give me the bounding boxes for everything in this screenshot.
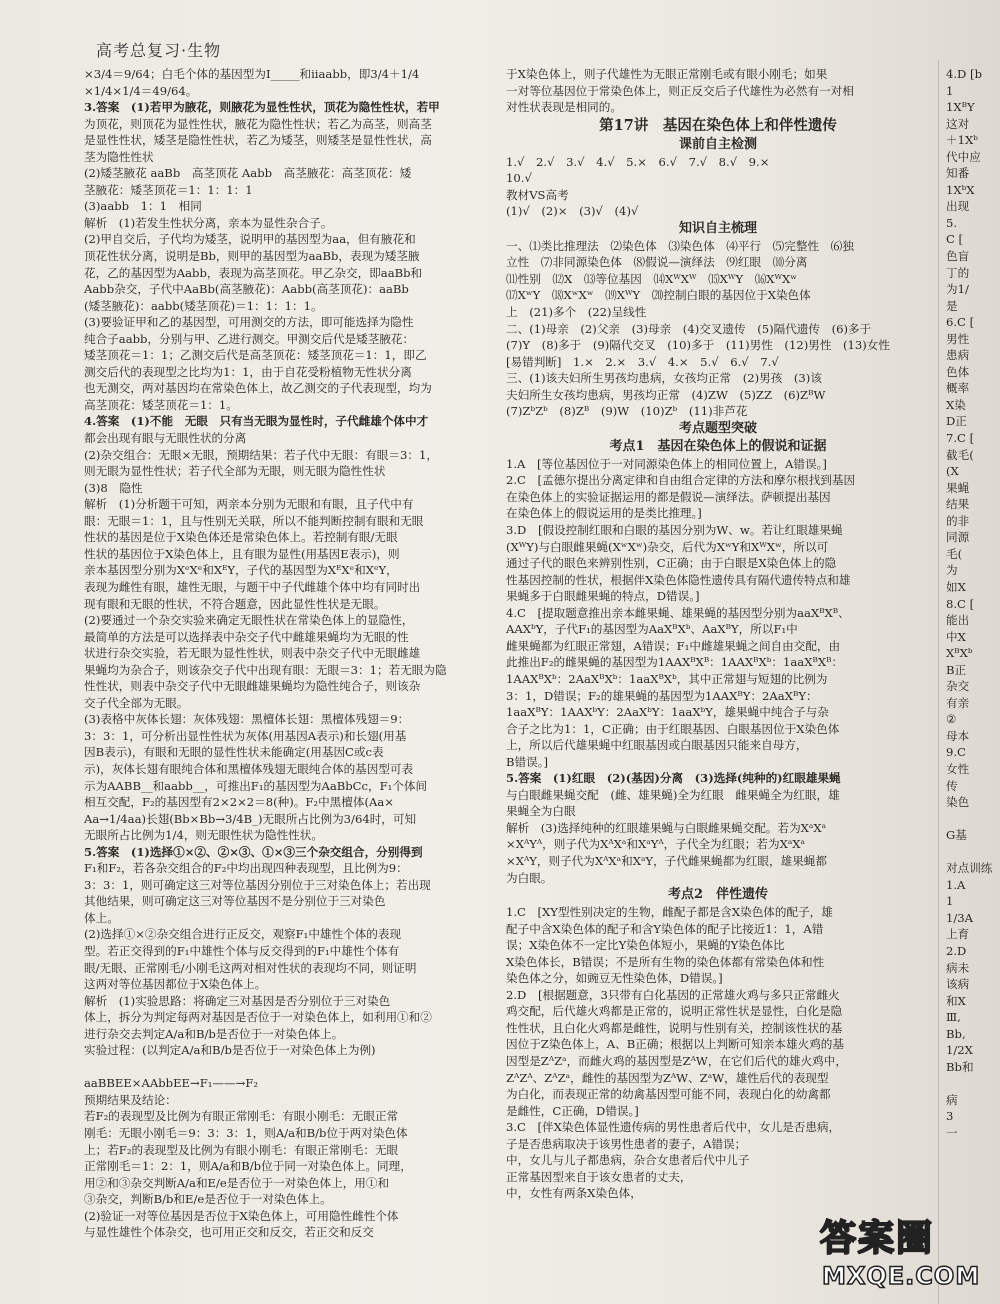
- middle-column: [506, 66, 930, 1202]
- text-line: 6.C [: [946, 315, 975, 330]
- text-line: 顶花性状分离，说明是Bb，则甲的基因型为aaBb，表现为矮茎腋: [84, 249, 420, 264]
- answer-line: 性基因控制的性状，根据伴X染色体隐性遗传具有隔代遗传特点和雄: [506, 572, 851, 587]
- text-line: 正常刚毛＝1：2：1，则A/a和B/b位于同一对染色体上。同理，: [84, 1159, 412, 1174]
- text-line: (2)杂交组合：无眼×无眼，预期结果：若子代中无眼：有眼＝3：1，: [84, 447, 438, 462]
- answer-line: [易错判断] 1.× 2.× 3.√ 4.× 5.√ 6.√ 7.√: [506, 354, 779, 369]
- answer-line: B错误。]: [506, 754, 549, 769]
- answer-line: 1.A [等位基因位于一对同源染色体上的相同位置上，A错误。]: [506, 456, 827, 471]
- text-line: ×3/4＝9/64；白毛个体的基因型为I_____和iiaabb，即3/4＋1/4: [84, 67, 420, 81]
- text-line: 一: [946, 1126, 958, 1140]
- answer-line: 2.D [根据题意，3只带有白化基因的正常雄火鸡与多只正常雌火: [506, 987, 840, 1002]
- text-line: [946, 1075, 1000, 1092]
- text-line: 的非: [946, 513, 970, 528]
- answer-line: 三、(1)该夫妇所生男孩均患病，女孩均正常 (2)男孩 (3)该: [506, 371, 822, 386]
- answer-line: 1aaXᴮY：1AAXᵇY：2AaXᵇY：1aaXᵇY，雄果蝇中纯合子与杂: [506, 705, 829, 720]
- text-line: 杂交: [946, 679, 970, 694]
- text-line: 中X: [946, 629, 966, 644]
- text-line: 5.答案 (1)选择①×②、②×③、①×③三个杂交组合，分别得到: [84, 844, 423, 859]
- answer-line: 果蝇全为白眼: [506, 804, 576, 819]
- text-line: 用②和③杂交判断A/a和E/e是否位于一对染色体上，用①和: [84, 1175, 390, 1190]
- answer-line: ×XᴬYᴬ，则子代为XᴬXᵃ和XᵃYᴬ，子代全为红眼；若为XᵃXᵃ: [506, 837, 806, 852]
- text-line: 上育: [946, 927, 970, 942]
- text-line: 于X染色体上，则子代雄性为无眼正常刚毛或有眼小刚毛；如果: [506, 67, 828, 81]
- text-line: 母本: [946, 728, 970, 743]
- answer-line: 此推出F₂的雌果蝇的基因型为1AAXᴮXᴮ：1AAXᴮXᵇ：1aaXᴮXᴮ：: [506, 655, 844, 670]
- right-column-cropped: [946, 66, 1000, 1142]
- text-line: 纯合子aabb，分别与甲、乙进行测交。甲测交后代是矮茎腋花：: [84, 331, 415, 346]
- text-line: 若F₂的表现型及比例为有眼正常刚毛：有眼小刚毛：无眼正常: [84, 1109, 399, 1124]
- answer-line: 染色体之分，如豌豆无性染色体，D错误。]: [506, 971, 723, 986]
- text-line: (2)要通过一个杂交实验来确定无眼性状在常染色体上的显隐性，: [84, 613, 414, 628]
- text-line: 也无测交，两对基因均在常染色体上，故乙测交的子代表现型，均为: [84, 381, 432, 396]
- text-line: 亲本基因型分别为XᵉXᵉ和XᴱY，子代的基因型为XᴱXᵉ和XᵉY，: [84, 563, 398, 578]
- text-line: 刚毛：无眼小刚毛＝9：3：3：1，则A/a和B/b位于两对染色体: [84, 1126, 408, 1140]
- text-line: 与显性雄性个体杂交，也可用正交和反交，若正交和反交: [84, 1225, 374, 1240]
- text-line: ②: [946, 712, 957, 727]
- answer-line: ⒄XʷY ⒅XʷXʷ ⒆XᵂY ⒇控制白眼的基因位于X染色体: [506, 288, 811, 303]
- text-line: D正: [946, 414, 967, 429]
- answer-line: 教材VS高考: [506, 187, 569, 202]
- text-line: [946, 844, 1000, 861]
- answer-line: 是雌性，C正确，D错误。]: [506, 1103, 639, 1118]
- watermark-url: MXQE.COM: [822, 1262, 981, 1290]
- text-line: (3)要验证甲和乙的基因型，可用测交的方法，即可能选择为隐性: [84, 315, 414, 330]
- text-line: 3.答案 (1)若甲为腋花，则腋花为显性性状，顶花为隐性性状，若甲: [84, 100, 440, 115]
- answer-line: 正常基因型来自于该女患者的丈夫，: [506, 1169, 692, 1184]
- text-line: ＋1Xᵇ: [946, 133, 978, 148]
- text-line: 毛(: [946, 546, 963, 561]
- text-line: (2)矮茎腋花 aaBb 高茎顶花 Aabb 高茎腋花：高茎顶花：矮: [84, 166, 412, 181]
- text-line: 4.D [b: [946, 67, 982, 81]
- section-heading-review: 知识自主梳理: [678, 220, 757, 236]
- text-line: 色体: [946, 364, 970, 379]
- text-line: 其他结果，则可确定这三对等位基因不是分别位于三对染色: [84, 894, 386, 909]
- text-line: (3)8 隐性: [84, 480, 143, 495]
- text-line: 果蝇均为杂合子，则该杂交子代中出现有眼：无眼＝3：1；若无眼为隐: [84, 662, 447, 677]
- text-line: 上；若F₂的表现型及比例为有眼小刚毛：有眼正常刚毛：无眼: [84, 1142, 399, 1157]
- text-line: 1.A: [946, 877, 966, 892]
- answer-line: 因位于Z染色体上，A、B正确；根据以上判断可知亲本雄火鸡的基: [506, 1037, 844, 1052]
- text-line: Bb,: [946, 1026, 966, 1041]
- text-line: 结果: [946, 497, 970, 512]
- text-line: 型。若正交得到的F₁中雄性个体与反交得到的F₁中雄性个体有: [84, 943, 400, 958]
- text-line: 3: [946, 1109, 954, 1124]
- text-line: 1XᴮY: [946, 100, 975, 115]
- text-line: 性状的基因是位于X染色体还是常染色体上。若控制有眼/无眼: [84, 530, 398, 545]
- answer-line: 在染色体上的实验证据运用的都是假说—演绎法。萨顿提出基因: [506, 489, 831, 504]
- text-line: 是: [946, 298, 958, 313]
- text-line: (3)表格中灰体长翅：灰体残翅：黑檀体长翅：黑檀体残翅＝9：: [84, 712, 410, 727]
- answer-line: 中，女性有两条X染色体，: [506, 1186, 642, 1201]
- text-line: 能出: [946, 613, 970, 628]
- answer-line: 1.C [XY型性别决定的生物，雌配子都是含X染色体的配子，雄: [506, 905, 833, 920]
- text-line: 传: [946, 778, 958, 793]
- text-line: 这对: [946, 116, 970, 131]
- column-divider: [938, 60, 939, 1304]
- text-line: 因B表示)，有眼和无眼的显性性状未能确定(用基因C或c表: [84, 745, 384, 760]
- text-line: 体上，拆分为判定每两对基因是否位于一对染色体上，如利用①和②: [84, 1010, 432, 1025]
- text-line: 眼：无眼＝1：1，且与性别无关联，所以不能判断控制有眼和无眼: [84, 513, 424, 528]
- text-line: 茎腋花：矮茎顶花＝1：1：1：1: [84, 182, 253, 197]
- text-line: 1XᵇX: [946, 182, 975, 197]
- answer-line: 1AAXᴮXᵇ：2AaXᴮXᵇ：1aaXᴮXᵇ，其中正常翅与短翅的比例为: [506, 671, 828, 686]
- text-line: 如X: [946, 579, 966, 594]
- text-line: 一对等位基因位于常染色体上，则正反交后子代雄性为必然有一对相: [506, 83, 854, 98]
- answer-line: 因型是ZᴬZᵃ，而雌火鸡的基因型是ZᴬW，在它们后代的雄火鸡中，: [506, 1053, 847, 1068]
- section-heading-breakthrough: 考点题型突破: [678, 420, 757, 436]
- text-line: 无眼所占比例为1/4，则无眼性状为隐性性状。: [84, 828, 323, 843]
- text-line: XᴮXᵇ: [946, 646, 973, 661]
- text-line: 果蝇: [946, 480, 970, 495]
- text-line: [946, 811, 1000, 828]
- text-line: 7.C [: [946, 431, 975, 446]
- text-line: 同源: [946, 530, 970, 545]
- answer-line: (7)Y (8)多于 (9)隔代交叉 (10)多于 (11)男性 (12)男性 (13)女性: [506, 338, 890, 353]
- watermark: [812, 1210, 998, 1302]
- lecture-title: 第17讲 基因在染色体上和伴性遗传: [599, 116, 837, 134]
- text-line: 色盲: [946, 249, 970, 264]
- answer-line: 2.C [孟德尔提出分离定律和自由组合定律的方法和摩尔根找到基因: [506, 473, 856, 488]
- point-2-heading: 考点2 伴性遗传: [667, 887, 769, 903]
- answer-line: 果蝇多于白眼雌果蝇的特点，D错误。]: [506, 589, 700, 604]
- section-heading-self-check: 课前自主检测: [678, 136, 757, 152]
- answer-line: AAXᵇY，子代F₁的基因型为AaXᴮXᵇ、AaXᴮY，所以F₁中: [506, 622, 798, 637]
- text-line: 4.答案 (1)不能 无眼 只有当无眼为显性时，子代雌雄个体中才: [84, 414, 429, 429]
- text-line: B正: [946, 662, 967, 677]
- text-line: 矮茎顶花＝1：1；乙测交后代是高茎顶花：矮茎顶花＝1：1，即乙: [84, 348, 427, 363]
- text-line: 交子代全部为无眼。: [84, 695, 189, 710]
- text-line: 性性状，则表中杂交子代中无眼雌雄果蝇均为隐性纯合子，则该杂: [84, 679, 421, 694]
- text-line: C [: [946, 232, 964, 247]
- text-line: 状进行杂交实验，若无眼为显性性状，则表中杂交子代中无眼雌雄: [84, 646, 421, 661]
- text-line: ③杂交，判断B/b和E/e是否位于一对染色体上。: [84, 1192, 332, 1207]
- text-line: 患病: [946, 348, 970, 363]
- text-line: 1: [946, 894, 954, 909]
- text-line: 解析 (1)若发生性状分离，亲本为显性杂合子。: [84, 215, 333, 230]
- text-line: 3：3：1，则可确定这三对等位基因分别位于三对染色体上；若出现: [84, 877, 431, 892]
- text-line: 都会出现有眼与无眼性状的分离: [84, 431, 247, 446]
- answer-line: 与白眼雌果蝇交配 (雌、雄果蝇)全为红眼 雌果蝇全为红眼，雄: [506, 787, 840, 802]
- text-line: 9.C: [946, 745, 966, 760]
- point-1-heading: 考点1 基因在染色体上的假说和证据: [609, 438, 827, 454]
- text-line: 对点训练: [946, 861, 993, 876]
- answer-line: 上，所以后代雄果蝇中红眼基因或白眼基因只能来自母方，: [506, 738, 808, 753]
- text-line: 体上。: [84, 910, 119, 925]
- text-line: 男性: [946, 331, 970, 346]
- text-line: 1: [946, 83, 954, 98]
- text-line: 概率: [946, 381, 970, 396]
- answer-line: 一、⑴类比推理法 ⑵染色体 ⑶染色体 ⑷平行 ⑸完整性 ⑹独: [506, 238, 854, 253]
- answer-line: 通过子代的眼色来辨别性别，C正确；由于白眼是X染色体上的隐: [506, 556, 837, 571]
- text-line: 为顶花，则顶花为显性性状，腋花为隐性性状；若乙为高茎，则高茎: [84, 116, 432, 131]
- text-line: 示)，灰体长翅有眼纯合体和黑檀体残翅无眼纯合体的基因型可表: [84, 761, 414, 776]
- text-line: 病: [946, 1092, 958, 1107]
- text-line: 示为AABB__和aabb__，可推出F₁的基因型为AaBbCc，F₁个体间: [84, 778, 428, 793]
- text-line: 则无眼为显性性状；若子代全部为无眼，则无眼为隐性性状: [84, 464, 386, 479]
- answer-line: 鸡交配，后代雄火鸡都是正常的，说明正常性状是显性，白化是隐: [506, 1004, 843, 1019]
- text-line: Bb和: [946, 1059, 974, 1074]
- text-line: 表现为雌性有眼，雄性无眼，与题干中子代雌雄个体中均有同时出: [84, 579, 421, 594]
- text-line: (3)aabb 1：1 相同: [84, 199, 202, 214]
- text-line: 是显性性状，矮茎是隐性性状，若乙为矮茎，则矮茎是显性性状，高: [84, 133, 432, 148]
- answer-line: (1)√ (2)× (3)√ (4)√: [506, 204, 639, 219]
- text-line: 眼/无眼、正常刚毛/小刚毛这两对相对性状的表现均不同，则证明: [84, 960, 417, 975]
- text-line: 代中应: [946, 149, 981, 164]
- text-line: 有亲: [946, 695, 970, 710]
- page-header: 高考总复习·生物: [96, 41, 222, 60]
- answer-line: 3.C [伴X染色体显性遗传病的男性患者后代中，女儿是否患病，: [506, 1120, 841, 1135]
- text-line: aaBBEE×AAbbEE→F₁——→F₂: [84, 1076, 259, 1091]
- text-line: 预期结果及结论：: [84, 1092, 177, 1107]
- text-line: Aa→1/4aa)长翅(Bb×Bb→3/4B_)无眼所占比例为3/64时，可知: [84, 811, 417, 826]
- text-line: X染: [946, 397, 966, 412]
- text-line: 和X: [946, 993, 966, 1008]
- text-line: (2)验证一对等位基因是否位于X染色体上，可用隐性雌性个体: [84, 1208, 399, 1223]
- text-line: Aabb杂交，子代中AaBb(高茎腋花)：Aabb(高茎顶花)：aaBb: [84, 282, 409, 297]
- text-line: 高茎顶花：矮茎顶花＝1：1。: [84, 397, 238, 412]
- text-line: 染色: [946, 795, 970, 810]
- answer-line: 5.答案 (1)红眼 (2)(基因)分离 (3)选择(纯种的)红眼雄果蝇: [506, 771, 841, 786]
- answer-line: X染色体长，B错误；不是所有生物的染色体都有常染色体和性: [506, 954, 825, 969]
- answer-line: 3.D [假设控制红眼和白眼的基因分别为W、w。若让红眼雄果蝇: [506, 523, 843, 538]
- answer-line: 子是否患病取决于该男性患者的妻子，A错误；: [506, 1136, 747, 1151]
- text-line: 1/3A: [946, 910, 974, 925]
- text-line: (X: [946, 464, 959, 479]
- answer-line: (XᵂY)与白眼雌果蝇(XʷXʷ)杂交，后代为XʷY和XᵂXʷ，所以可: [506, 539, 829, 554]
- text-line: 解析 (1)分析题干可知，两亲本分别为无眼和有眼，且子代中有: [84, 497, 414, 512]
- text-line: 2.D: [946, 943, 967, 958]
- text-line: 最简单的方法是可以选择表中杂交子代中雌雄果蝇均为无眼的性: [84, 629, 409, 644]
- text-line: 8.C [: [946, 596, 975, 611]
- text-line: 病未: [946, 960, 970, 975]
- answer-line: 1.√ 2.√ 3.√ 4.√ 5.× 6.√ 7.√ 8.√ 9.×: [506, 154, 770, 169]
- text-line: F₁和F₂，若各杂交组合的F₂中均出现四种表现型，且比例为9：: [84, 861, 408, 876]
- text-line: G基: [946, 828, 967, 843]
- text-line: 截毛(: [946, 447, 974, 462]
- answer-line: 在染色体上的假说运用的是类比推理。]: [506, 506, 702, 521]
- watermark-logo: 答案圈: [820, 1218, 935, 1259]
- text-line: [84, 1059, 496, 1076]
- text-line: 测交后代的表现型之比均为1：1，由于自花受粉植物无性状分离: [84, 364, 412, 379]
- text-line: 这两对等位基因都位于X染色体上。: [84, 977, 267, 992]
- text-line: ×1/4×1/4＝49/64。: [84, 83, 198, 98]
- text-line: (矮茎腋花)：aabb(矮茎顶花)＝1：1：1：1。: [84, 298, 323, 313]
- answer-line: ⑾性别 ⑿X ⒀等位基因 ⒁XᵂXᵂ ⒂XᵂY ⒃XᵂXʷ: [506, 271, 798, 286]
- answer-line: 为白眼。: [506, 870, 553, 885]
- answer-line: 为白化，而表现正常的幼禽基因型可能不同，表现白化的幼禽都: [506, 1087, 831, 1102]
- answer-line: 误；X染色体不一定比Y染色体短小，果蝇的Y染色体比: [506, 938, 785, 953]
- text-line: Ⅲ,: [946, 1010, 961, 1025]
- answer-line: ZᴬZᴬ、ZᴬZᵃ，雌性的基因型为ZᴬW、ZᵃW，雄性后代的表现型: [506, 1070, 829, 1085]
- answer-line: 性性状，且白化火鸡都是雌性，说明与性别有关，控制该性状的基: [506, 1020, 843, 1035]
- text-line: 花，乙的基因型为Aabb，表现为高茎顶花。甲乙杂交，即aaBb和: [84, 265, 423, 280]
- answer-line: (7)ZᵇZᵇ (8)Zᴮ (9)W (10)Zᵇ (11)非芦花: [506, 404, 748, 419]
- text-line: 该病: [946, 977, 970, 992]
- text-line: 为: [946, 563, 958, 578]
- answer-line: ×XᴬY，则子代为XᴬXᵃ和XᵃY，子代雌果蝇都为红眼，雄果蝇都: [506, 853, 827, 868]
- text-line: 相互交配，F₂的基因型有2×2×2＝8(种)。F₂中黑檀体(Aa×: [84, 795, 394, 810]
- text-line: 女性: [946, 761, 970, 776]
- text-line: 1/2X: [946, 1043, 973, 1058]
- text-line: 为1/: [946, 282, 969, 297]
- text-line: 解析 (1)实验思路：将确定三对基因是否分别位于三对染色: [84, 993, 391, 1008]
- text-line: 性状的基因位于X染色体上，且有眼为显性(用基因E表示)，则: [84, 546, 400, 561]
- text-line: 实验过程：(以判定A/a和B/b是否位于一对染色体上为例): [84, 1043, 376, 1058]
- answer-line: 立性 ⑺非同源染色体 ⑻假说—演绎法 ⑼红眼 ⑽分离: [506, 255, 808, 270]
- text-line: 茎为隐性性状: [84, 149, 154, 164]
- text-line: 5.: [946, 215, 958, 230]
- text-line: 进行杂交去判定A/a和B/b是否位于一对染色体上。: [84, 1026, 344, 1041]
- answer-line: 雌果蝇都为红眼正常翅，A错误；F₁中雌雄果蝇之间自由交配，由: [506, 638, 841, 653]
- answer-line: 夫妇所生女孩均患病，男孩均正常 (4)ZW (5)ZZ (6)ZᴮW: [506, 387, 826, 402]
- left-column: [84, 66, 496, 1241]
- answer-line: 合子之比为1：1，C正确；由于红眼基因、白眼基因位于X染色体: [506, 721, 840, 736]
- text-line: 知番: [946, 166, 970, 181]
- answer-line: 3：1，D错误；F₂的雄果蝇的基因型为1AAXᴮY：2AaXᴮY：: [506, 688, 818, 703]
- text-line: 丁的: [946, 265, 970, 280]
- answer-line: 4.C [提取题意推出亲本雌果蝇、雄果蝇的基因型分别为aaXᴮXᴮ、: [506, 605, 850, 620]
- answer-line: 中，女儿与儿子都患病，杂合女患者后代中儿子: [506, 1153, 750, 1168]
- text-line: 现有眼和无眼的性状，不符合题意，因此显性性状是无眼。: [84, 596, 386, 611]
- answer-line: 上 (21)多个 (22)呈线性: [506, 305, 647, 320]
- text-line: 出现: [946, 199, 970, 214]
- text-line: (2)选择①×②杂交组合进行正反交，观察F₁中雄性个体的表现: [84, 927, 402, 942]
- answer-line: 10.√: [506, 171, 532, 186]
- answer-line: 解析 (3)选择纯种的红眼雄果蝇与白眼雌果蝇交配。若为XᵃXᵃ: [506, 820, 827, 835]
- text-line: 对性状表现是相同的。: [506, 100, 622, 115]
- text-line: 3：3：1，可分析出显性性状为灰体(用基因A表示)和长翅(用基: [84, 728, 407, 743]
- answer-line: 二、(1)母亲 (2)父亲 (3)母亲 (4)交叉遗传 (5)隔代遗传 (6)多于: [506, 321, 872, 336]
- text-line: (2)甲自交后，子代均为矮茎，说明甲的基因型为aa，但有腋花和: [84, 232, 416, 247]
- answer-line: 配子中含X染色体的配子和含Y染色体的配子比接近1：1，A错: [506, 921, 824, 936]
